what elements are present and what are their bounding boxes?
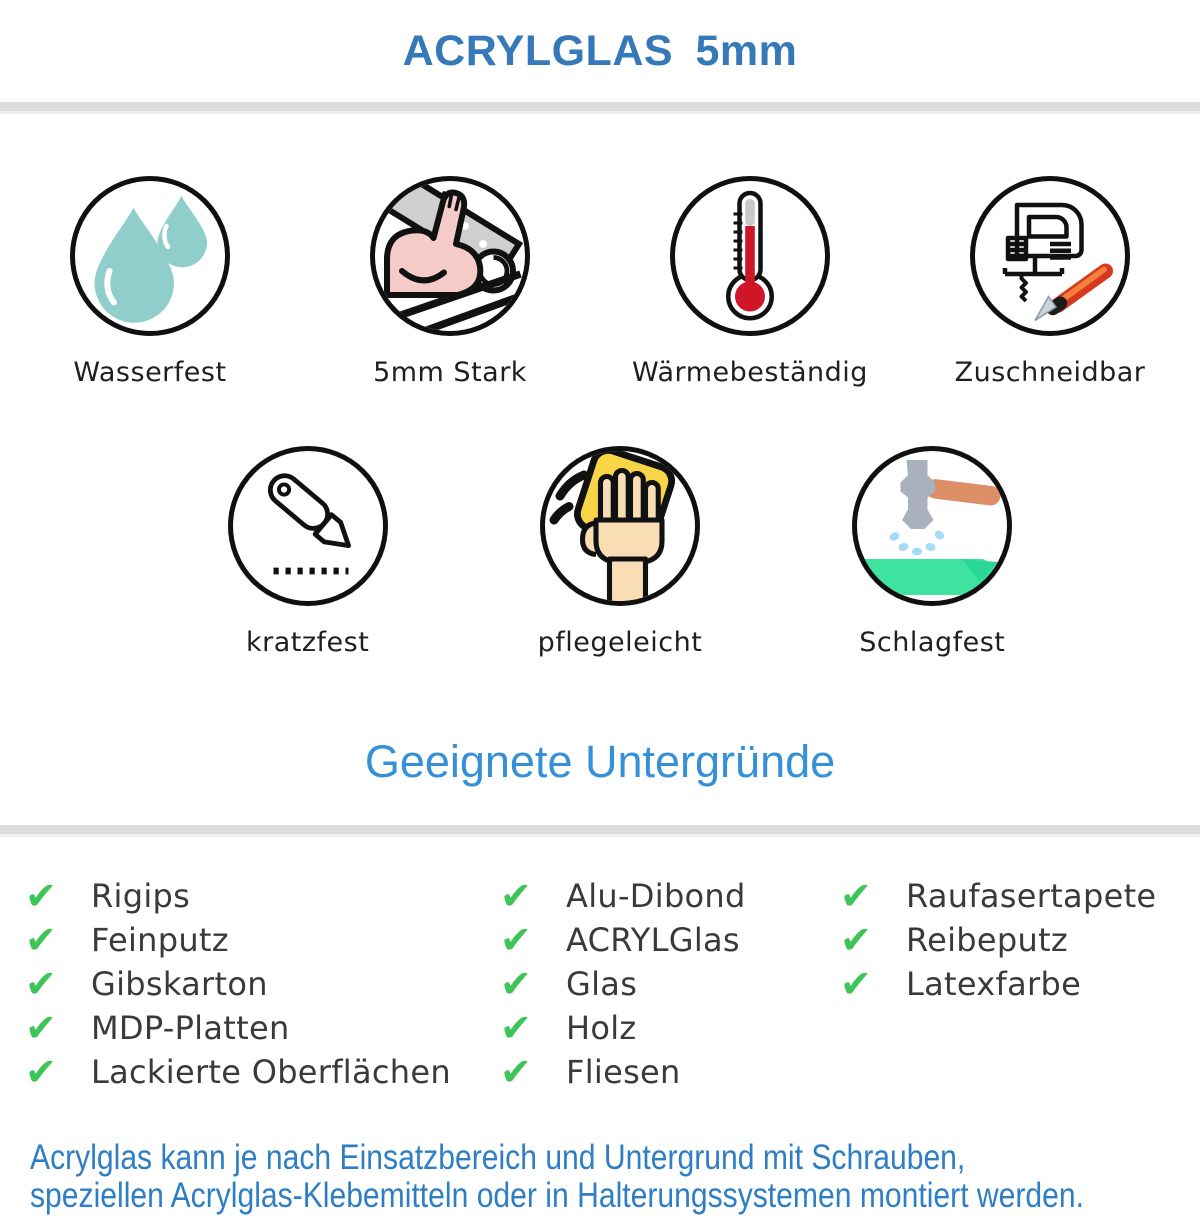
- substrate-label: ACRYLGlas: [566, 920, 740, 959]
- check-icon: ✔: [25, 917, 57, 962]
- substrate-label: Reibeputz: [906, 920, 1069, 959]
- muscle-arm-icon: [370, 176, 530, 336]
- substrate-label: Holz: [566, 1008, 637, 1047]
- list-item: [840, 873, 1200, 918]
- substrate-label: Latexfarbe: [906, 964, 1082, 1003]
- utility-knife-icon: [228, 446, 388, 606]
- feature-label: Zuschneidbar: [954, 356, 1146, 388]
- feature-label: Wasserfest: [73, 356, 227, 388]
- feature-zuschneidbar: [900, 176, 1200, 388]
- substrate-label: Alu-Dibond: [566, 876, 746, 915]
- check-icon: ✔: [25, 1049, 57, 1094]
- feature-waermebestaendig: [600, 176, 900, 388]
- check-icon: ✔: [840, 873, 872, 918]
- mounting-note: [30, 1139, 1200, 1215]
- substrate-label: Lackierte Oberflächen: [91, 1052, 451, 1091]
- feature-label: Wärmebeständig: [632, 356, 868, 388]
- check-icon: ✔: [500, 873, 532, 918]
- substrates-column-2: [500, 873, 840, 1099]
- check-icon: ✔: [500, 1005, 532, 1050]
- substrate-label: Raufasertapete: [906, 876, 1157, 915]
- jigsaw-cutter-icon: [970, 176, 1130, 336]
- substrates-heading: Geeignete Untergründe: [364, 735, 836, 787]
- list-item: [500, 873, 840, 918]
- check-icon: ✔: [840, 961, 872, 1006]
- substrate-label: MDP-Platten: [91, 1008, 290, 1047]
- list-item: [500, 917, 840, 962]
- list-item: [500, 961, 840, 1006]
- list-item: [25, 961, 500, 1006]
- list-item: [840, 917, 1200, 962]
- check-icon: ✔: [840, 917, 872, 962]
- feature-row-2: [0, 446, 1200, 658]
- feature-label: kratzfest: [246, 626, 370, 658]
- feature-row-1: [0, 176, 1200, 388]
- list-item: [840, 961, 1200, 1006]
- list-item: [25, 873, 500, 918]
- divider: [0, 102, 1200, 114]
- substrate-label: Gibskarton: [91, 964, 268, 1003]
- feature-label: Schlagfest: [859, 626, 1006, 658]
- list-item: [25, 917, 500, 962]
- check-icon: ✔: [500, 1049, 532, 1094]
- page-title: ACRYLGLAS 5mm: [402, 27, 798, 75]
- hammer-impact-icon: [852, 446, 1012, 606]
- thermometer-icon: [670, 176, 830, 336]
- water-drops-icon: [70, 176, 230, 336]
- list-item: [500, 1005, 840, 1050]
- list-item: [25, 1049, 500, 1094]
- check-icon: ✔: [25, 961, 57, 1006]
- substrates-column-3: [840, 873, 1200, 1099]
- feature-wasserfest: [0, 176, 300, 388]
- check-icon: ✔: [500, 917, 532, 962]
- mounting-note-line-2: speziellen Acrylglas-Klebemitteln oder in Halterungssystemen montiert werden.: [30, 1175, 1085, 1215]
- check-icon: ✔: [25, 873, 57, 918]
- substrate-label: Feinputz: [91, 920, 229, 959]
- substrates-column-1: [25, 873, 500, 1099]
- feature-label: 5mm Stark: [373, 356, 527, 388]
- feature-schlagfest: [852, 446, 1012, 658]
- check-icon: ✔: [25, 1005, 57, 1050]
- check-icon: ✔: [500, 961, 532, 1006]
- substrate-label: Fliesen: [566, 1052, 681, 1091]
- mounting-note-line-1: Acrylglas kann je nach Einsatzbereich und Untergrund mit Schrauben,: [30, 1137, 966, 1177]
- substrates-list: [0, 873, 1200, 1099]
- substrate-label: Glas: [566, 964, 638, 1003]
- list-item: [25, 1005, 500, 1050]
- feature-kratzfest: [228, 446, 388, 658]
- list-item: [500, 1049, 840, 1094]
- substrate-label: Rigips: [91, 876, 191, 915]
- feature-5mm-stark: [300, 176, 600, 388]
- wiping-hand-icon: [540, 446, 700, 606]
- divider: [0, 825, 1200, 837]
- feature-label: pflegeleicht: [537, 626, 703, 658]
- feature-pflegeleicht: [538, 446, 703, 658]
